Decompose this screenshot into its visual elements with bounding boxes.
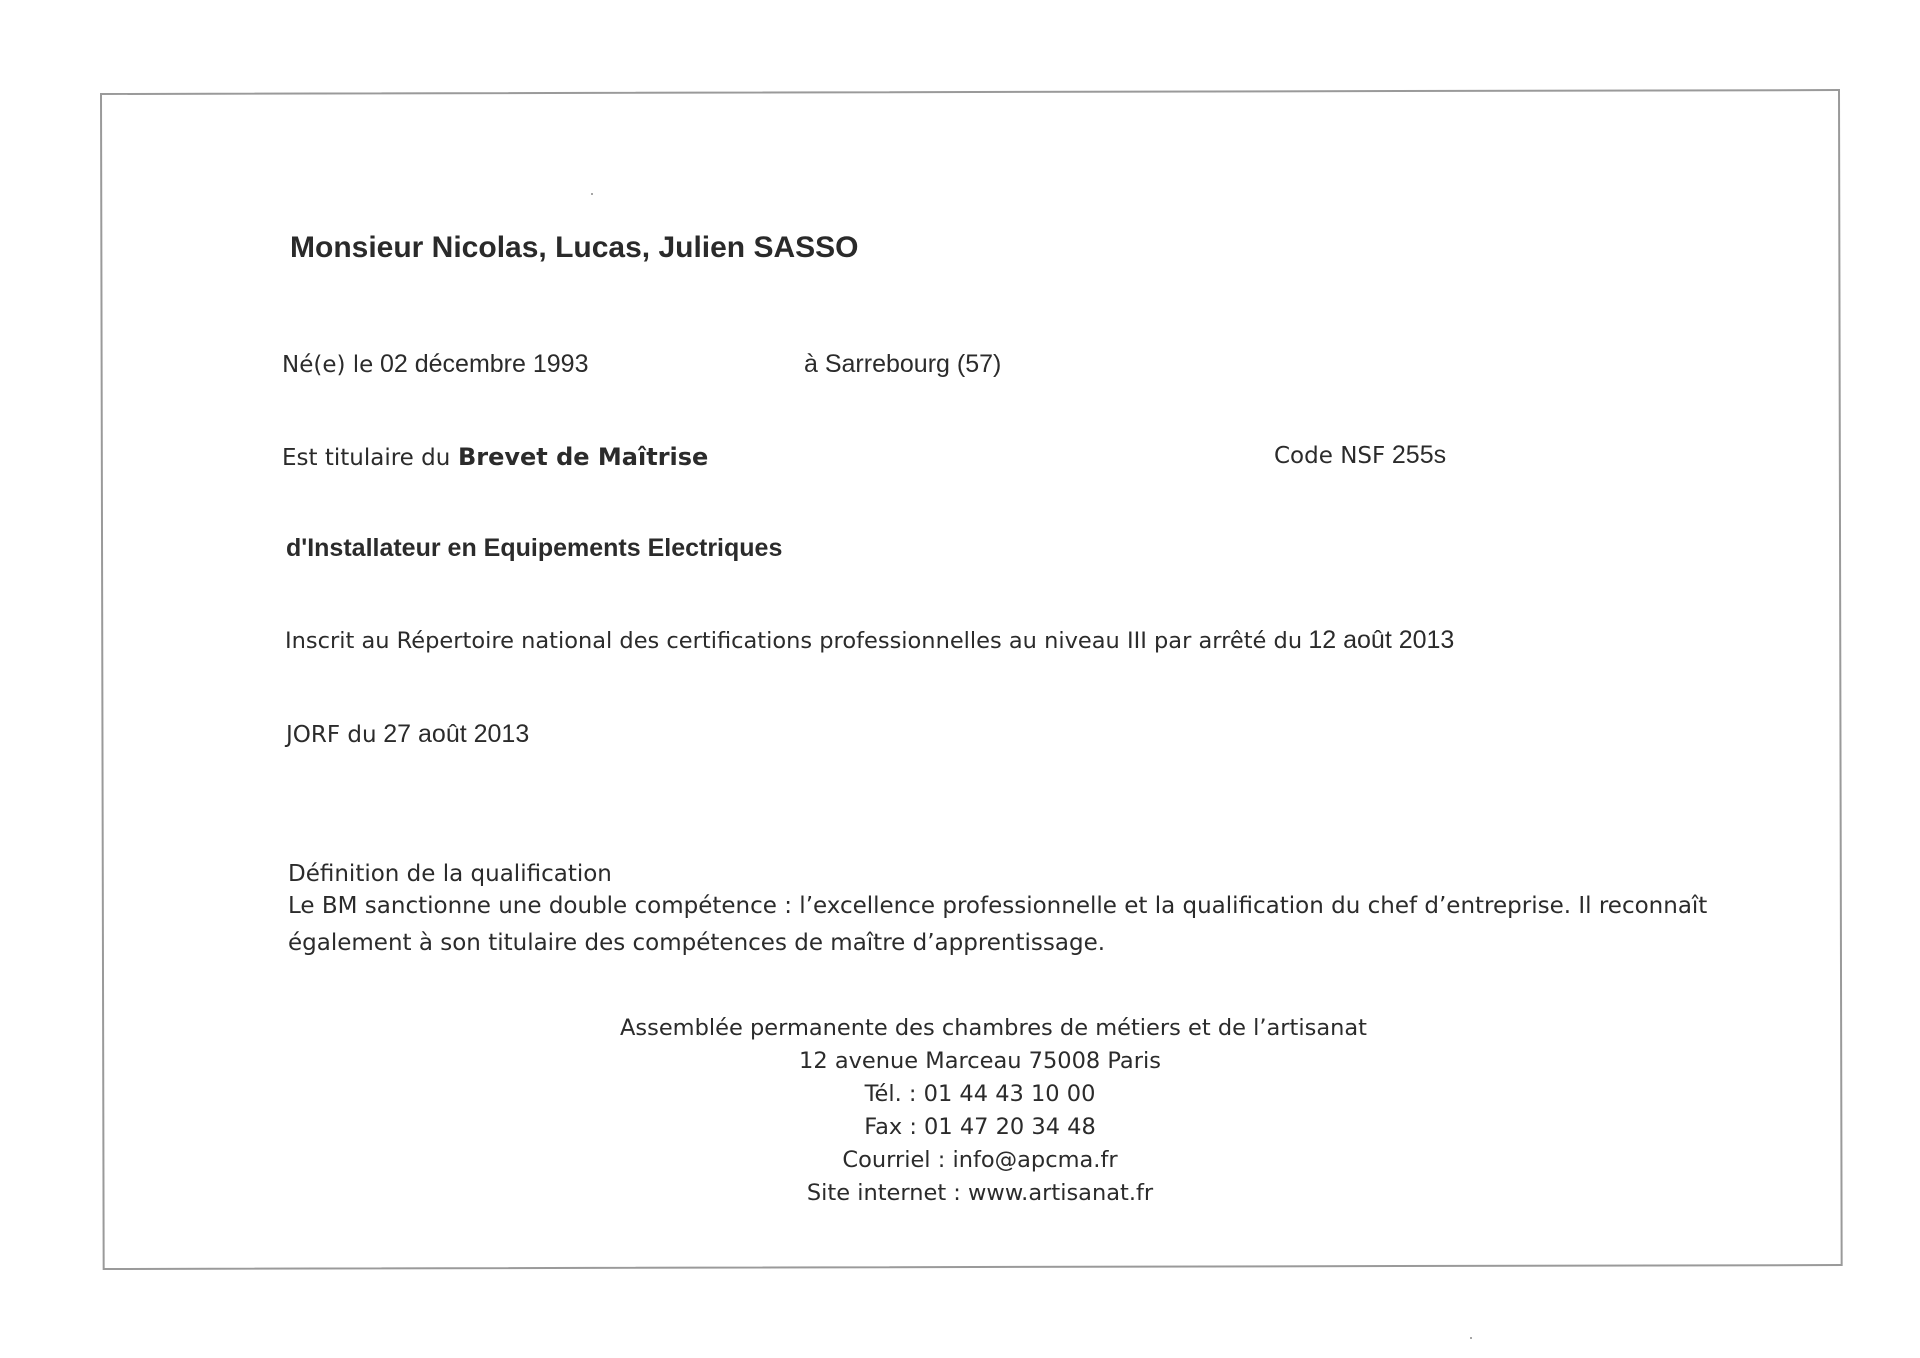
birth-label: Né(e) le bbox=[282, 352, 374, 378]
issuer-email: Courriel : info@apcma.fr bbox=[842, 1147, 1118, 1173]
registration-text: Inscrit au Répertoire national des certifications professionnelles au niveau III par arrêté du bbox=[285, 628, 1303, 654]
birth-place: à Sarrebourg (57) bbox=[804, 350, 1002, 378]
issuer-tel: Tél. : 01 44 43 10 00 bbox=[864, 1081, 1096, 1107]
birth-row bbox=[282, 350, 588, 379]
registration-date: 12 août 2013 bbox=[1308, 626, 1455, 654]
issuer-block bbox=[620, 1012, 1367, 1210]
nsf-label: Code NSF bbox=[1274, 443, 1386, 469]
definition-line-2: également à son titulaire des compétences de maître d’apprentissage. bbox=[288, 930, 1106, 956]
holder-name: Monsieur Nicolas, Lucas, Julien SASSO bbox=[290, 231, 859, 264]
diploma-prefix: Est titulaire du bbox=[282, 445, 451, 471]
diploma-row bbox=[282, 443, 708, 471]
jorf-date: 27 août 2013 bbox=[383, 720, 530, 748]
jorf-label: JORF du bbox=[286, 722, 377, 748]
scan-speck bbox=[1470, 1337, 1472, 1339]
scan-speck bbox=[591, 193, 593, 195]
nsf-row bbox=[1274, 441, 1446, 470]
jorf-row bbox=[286, 720, 529, 749]
birth-date: 02 décembre 1993 bbox=[379, 350, 589, 378]
issuer-fax: Fax : 01 47 20 34 48 bbox=[864, 1114, 1096, 1140]
definition-heading: Définition de la qualification bbox=[288, 861, 612, 887]
diploma-title: Brevet de Maîtrise bbox=[457, 443, 709, 471]
definition-body bbox=[288, 888, 1708, 962]
issuer-website: Site internet : www.artisanat.fr bbox=[806, 1180, 1154, 1206]
issuer-address: 12 avenue Marceau 75008 Paris bbox=[799, 1048, 1161, 1074]
issuer-name: Assemblée permanente des chambres de métiers et de l’artisanat bbox=[620, 1015, 1367, 1041]
diploma-speciality: d'Installateur en Equipements Electriques bbox=[286, 534, 783, 562]
definition-line-1: Le BM sanctionne une double compétence : l’excellence professionnelle et la qualification du chef d’entreprise. Il reconnaît bbox=[288, 893, 1708, 919]
nsf-code: 255s bbox=[1391, 441, 1447, 469]
registration-row bbox=[285, 626, 1454, 655]
